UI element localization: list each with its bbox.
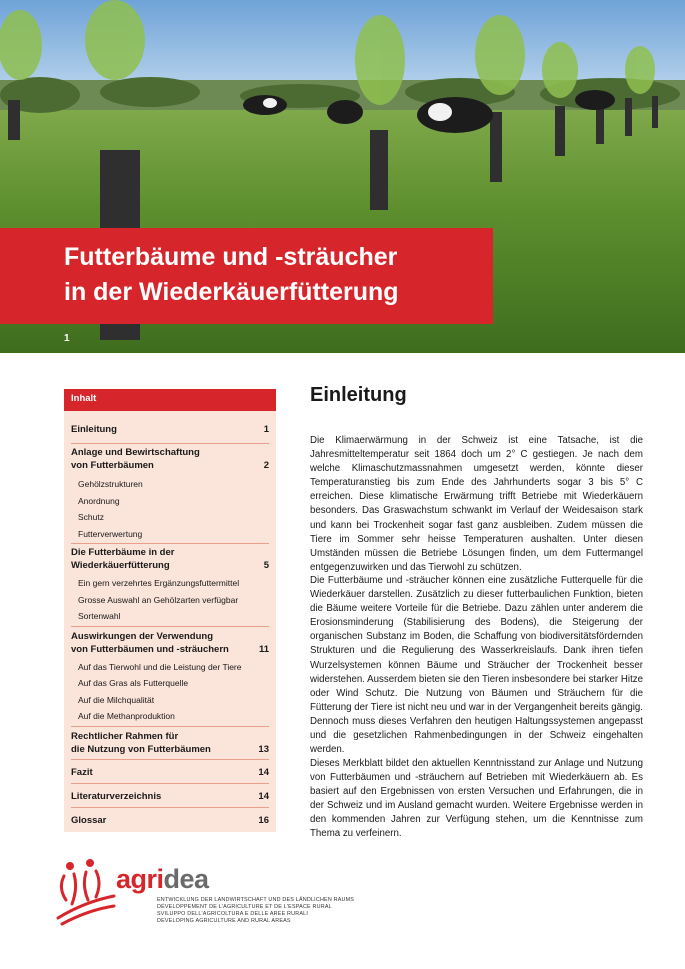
toc-subitem[interactable]: Futterverwertung: [78, 529, 143, 539]
section-heading: Einleitung: [310, 384, 407, 406]
toc-subitem[interactable]: Ein gern verzehrtes Ergänzungsfuttermittel: [78, 578, 240, 588]
toc-subitem[interactable]: Grosse Auswahl an Gehölzarten verfügbar: [78, 595, 239, 605]
toc-item-rechtlicher-rahmen[interactable]: Rechtlicher Rahmen für die Nutzung von Futterbäumen 13: [71, 731, 269, 755]
toc-subitem[interactable]: Auf das Tierwohl und die Leistung der Tiere: [78, 662, 242, 672]
paragraph-3: Dieses Merkblatt bildet den aktuellen Kenntnisstand zur Anlage und Nutzung von Futterbäumen und -sträuchern auf Betrieben mit Wiederkäuern ab. Es basiert auf den Ergebnissen von ersten Versuchen und Erfahrungen, die in der Schweiz und im Ausland gemacht wurden. Weitere Ergebnisse werden in den kommenden Jahren zur Verfügung stehen, um die Kenntnisse zum Thema zu verfeinern.: [310, 758, 643, 840]
toc-heading: Inhalt: [64, 389, 276, 411]
toc-separator: [71, 726, 269, 727]
logo-tagline: ENTWICKLUNG DER LANDWIRTSCHAFT UND DES LÄNDLICHEN RAUMS DÉVELOPPEMENT DE L'AGRICULTURE ET DE L'ESPACE RURAL SVILUPPO DELL'AGRICOLTURA E DELLE AREE RURALI DEVELOPING AGRICULTURE AND RURAL AREAS: [157, 897, 355, 924]
toc-subitem[interactable]: Auf das Gras als Futterquelle: [78, 678, 189, 688]
toc-subitem[interactable]: Gehölzstrukturen: [78, 479, 143, 489]
toc-subitem[interactable]: Auf die Milchqualität: [78, 695, 155, 705]
toc-item-literaturverzeichnis[interactable]: Literaturverzeichnis 14: [71, 791, 269, 802]
toc-item-fazit[interactable]: Fazit 14: [71, 767, 269, 778]
paragraph-1: Die Klimaerwärmung in der Schweiz ist eine Tatsache, ist die Jahresmitteltemperatur seit 1864 doch um 2° C gestiegen. Je nach dem welche Klimaschutzmassnahmen umgesetzt werden, könnte dieser Temperaturanstieg bis zum Ende des Jahrhunderts sogar 3 bis 5° C erreichen. Diese klimatische Erwärmung trifft Betriebe mit Wiederkäuern besonders. Das Graswachstum schwankt im Verlauf der Weidesaison stark und kann bei Trockenheit sogar fast ganz ausbleiben. Zudem müssen die Tiere im Sommer sehr heisse Temperaturen aushalten. Unter diesen Umständen müssen die Betriebe Lösungen finden, um dem Futtermangel entgegenzuwirken und das Tierwohl zu schützen.: [310, 435, 643, 573]
toc-item-anlage[interactable]: Anlage und Bewirtschaftung von Futterbäumen 2: [71, 447, 269, 471]
table-of-contents: [64, 389, 276, 832]
toc-separator: [71, 543, 269, 544]
toc-subitem[interactable]: Schutz: [78, 512, 104, 522]
toc-item-auswirkungen[interactable]: Auswirkungen der Verwendung von Futterbäumen und -sträuchern 11: [71, 631, 269, 655]
toc-separator: [71, 759, 269, 760]
toc-separator: [71, 783, 269, 784]
paragraph-2: Die Futterbäume und -sträucher können eine zusätzliche Futterquelle für die Wiederkäuer darstellen. Zusätzlich zu dieser futterbaulichen Funktion, bieten die Bäume weitere Vorteile für die Betriebe. Dazu zählen unter anderem die Erosionsminderung (Stabilisierung des Bodens), die Steigerung der organischen Substanz im Boden, die Schaffung von biodiversitätsfördernden Strukturen und die Regulierung des Wasserkreislaufs. Dank ihren tiefen Wurzelsystemen können Bäume und Sträucher der Trockenheit besser widerstehen. Ausserdem bieten sie den Tieren insbesondere bei starker Hitze oder Wind Schutz. Die Nutzung von Bäumen und Sträuchern für die Fütterung der Tiere ist nicht neu und war in der Vergangenheit bereits gängig. Dennoch muss dieses Verfahren den heutigen Haltungssystemen angepasst und die gesetzlichen Rahmenbedingungen in der Schweiz eingehalten werden.: [310, 575, 643, 756]
toc-item-glossar[interactable]: Glossar 16: [71, 815, 269, 826]
toc-subitem[interactable]: Anordnung: [78, 496, 120, 506]
document-title-line1: Futterbäume und -sträucher: [64, 243, 398, 271]
toc-separator: [71, 626, 269, 627]
toc-subitem[interactable]: Auf die Methanproduktion: [78, 711, 175, 721]
title-band: [0, 228, 493, 324]
page-number: 1: [64, 333, 70, 344]
toc-item-futterbaeume[interactable]: Die Futterbäume in der Wiederkäuerfütterung 5: [71, 547, 269, 571]
toc-item-einleitung[interactable]: Einleitung 1: [71, 424, 269, 435]
toc-separator: [71, 807, 269, 808]
document-title-line2: in der Wiederkäuerfütterung: [64, 278, 399, 306]
toc-separator: [71, 443, 269, 444]
agridea-wordmark: agridea: [116, 864, 209, 894]
toc-subitem[interactable]: Sortenwahl: [78, 611, 121, 621]
